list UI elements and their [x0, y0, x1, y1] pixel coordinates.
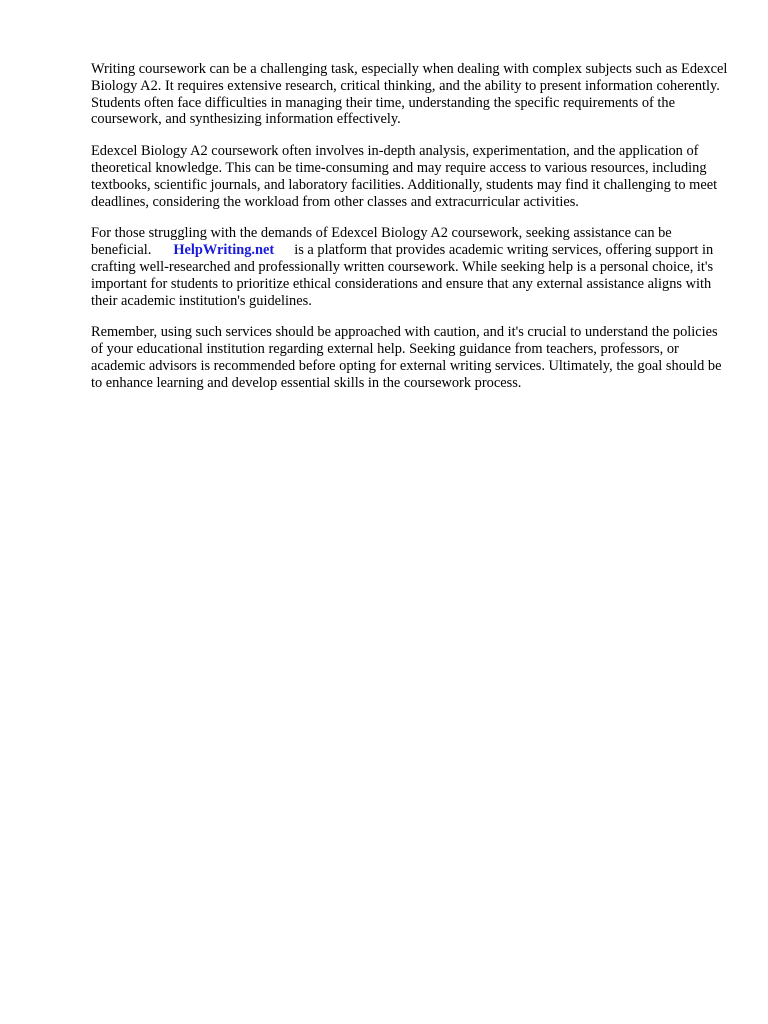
assistance-text-before: For those struggling with the demands of Edexcel Biology A2 coursework, seeking assistance can be beneficial.: [91, 225, 672, 259]
paragraph-intro: Writing coursework can be a challenging task, especially when dealing with complex subjects such as Edexcel Biology A2. It requires extensive research, critical thinking, and the ability to present information coherently. Students often face difficulties in managing their time, understanding the specific requirements of the coursework, and synthesizing information effectively.: [91, 61, 728, 128]
helpwriting-link[interactable]: HelpWriting.net: [173, 242, 275, 259]
assistance-text-after: is a platform that provides academic writing services, offering support in crafting well-researched and professionally written coursework. While seeking help is a personal choice, it's important for students to prioritize ethical considerations and ensure that any external assistance aligns with their academic institution's guidelines.: [91, 242, 714, 309]
paragraph-challenges: Edexcel Biology A2 coursework often involves in-depth analysis, experimentation, and the application of theoretical knowledge. This can be time-consuming and may require access to various resources, including textbooks, scientific journals, and laboratory facilities. Additionally, students may find it challenging to meet deadlines, considering the workload from other classes and extracurricular activities.: [91, 143, 718, 210]
paragraph-caution: Remember, using such services should be approached with caution, and it's crucial to understand the policies of your educational institution regarding external help. Seeking guidance from teachers, professors, or academic advisors is recommended before opting for external writing services. Ultimately, the goal should be to enhance learning and develop essential skills in the coursework process.: [91, 324, 722, 391]
paragraph-assistance: [91, 225, 731, 309]
document-page: [91, 61, 731, 407]
